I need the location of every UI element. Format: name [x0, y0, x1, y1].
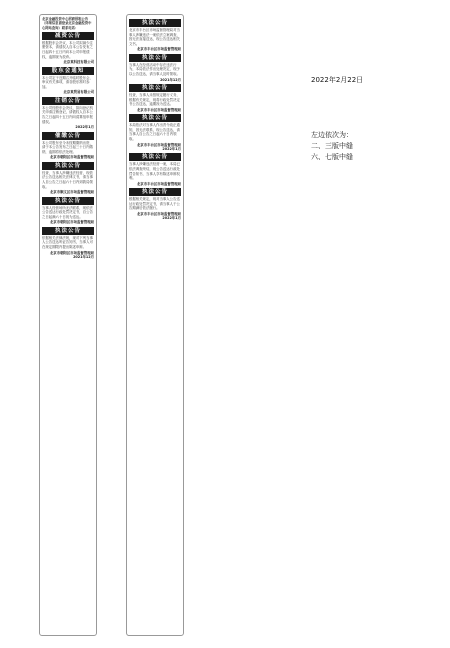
notice-title: 注销公告 — [42, 97, 94, 105]
notice-item — [42, 162, 94, 195]
note-line: 六、七版中缝 — [311, 153, 353, 161]
notice-title: 催缴公告 — [42, 132, 94, 140]
notice-item — [42, 67, 94, 95]
column-header-text: 北京金融投资中心招商招租公告（详细信息请登录北京金融投资中心网站查询）联系电话： — [42, 17, 92, 30]
notice-signature: 北京市丰台区市场监督管理局 — [136, 107, 181, 112]
notice-title: 股东会通知 — [42, 67, 94, 75]
notice-title: 执法公告 — [129, 114, 181, 122]
note-line: 二、三版中缝 — [311, 142, 353, 150]
notice-body: 经查，当事人涉嫌违法经营，现依法公告送达相关法律文书，请当事人自公告之日起六十日内到我局领取。 — [42, 170, 93, 189]
notice-signature: 北京市顺义区市场监督管理局 — [49, 190, 94, 195]
notice-body: 本局依法对当事人作出责令改正通知，因无法联系，现公告送达，请当事人自公告之日起六十日内领取。 — [129, 123, 180, 141]
notice-title: 执法公告 — [129, 84, 181, 92]
note-line: 左边依次为： — [311, 131, 353, 139]
notice-title: 执法公告 — [129, 54, 181, 62]
notice-title: 执法公告 — [129, 153, 181, 161]
notice-body: 北京市丰台区市场监督管理局对当事人涉嫌违法一案依法立案调查，因无法直接送达，现公告送达相关文书。 — [129, 28, 180, 46]
notice-signature: 北京市朝阳区市场监督管理局 — [49, 155, 94, 160]
notice-signature: 北京市丰台区市场监督管理局 — [136, 181, 181, 186]
notice-body: 本公司股东至今未按期缴纳出资，请于本公告发布之日起三十日内缴纳，逾期将依法处理。 — [42, 140, 93, 154]
document-date: 2022年2月22日 — [311, 76, 364, 84]
notice-body: 当事人经营场所无法联系，现依法公告送达行政处罚决定书，自公告之日起满六十日视为送达。 — [42, 205, 93, 219]
notice-body: 本公司经股东会决议，拟向登记机关申请注销登记，请债权人自本公告之日起四十五日内向清算组申报债权。 — [42, 105, 93, 124]
notice-title: 执法公告 — [42, 227, 94, 235]
notice-signature: 2021年12月 — [160, 77, 181, 82]
notice-title: 执法公告 — [129, 19, 181, 27]
notice-title: 减资公告 — [42, 32, 94, 40]
notice-signature: 北京某科技有限公司 — [63, 60, 94, 65]
notice-title: 执法公告 — [42, 162, 94, 170]
notice-title: 执法公告 — [129, 188, 181, 196]
newspaper-column-right — [126, 14, 184, 636]
notice-item — [42, 197, 94, 225]
notice-item — [129, 84, 181, 112]
notice-title: 执法公告 — [42, 197, 94, 205]
notice-signature: 北京市丰台区市场监督管理局 2022年1月 — [136, 211, 181, 221]
notice-list — [42, 32, 94, 260]
notice-item — [129, 153, 181, 186]
notice-body: 根据股东会决议，本公司拟减少注册资本，请债权人自本公告发布之日起四十五日内向本公司申报债权，逾期视为放弃。 — [42, 40, 93, 59]
newspaper-column-left — [39, 14, 97, 636]
notice-body: 当事人在经营活动中存在违法行为，本局依法作出处理决定，现予以公告送达，请当事人及时领取。 — [129, 62, 180, 76]
notice-item — [42, 132, 94, 160]
notice-signature: 北京市朝阳区市场监督管理局 — [49, 220, 94, 225]
notice-item — [42, 32, 94, 65]
notice-body: 依据相关法律法规，现对下列当事人公告送达听证告知书，当事人可在规定期限内提出陈述申辩。 — [42, 235, 93, 249]
notice-signature: 北京市丰台区市场监督管理局 — [136, 47, 181, 52]
notice-list — [129, 19, 181, 221]
notice-item — [129, 19, 181, 52]
notice-signature: 北京市朝阳区市场监督管理局 2021年12月 — [49, 250, 94, 259]
notice-body: 当事人涉嫌违法经营一案，本局已依法调查终结，现公告送达行政处罚告知书，当事人享有陈述申辩权利。 — [129, 162, 180, 181]
notice-item — [42, 97, 94, 130]
notice-signature: 2022年1月 — [75, 125, 94, 130]
notice-signature: 北京市丰台区市场监督管理局 2022年1月 — [136, 142, 181, 151]
notice-body: 根据相关规定，现对当事人公告送达行政处罚决定书，请当事人于公告期满后依法履行。 — [129, 197, 180, 211]
notice-body: 本公司定于近期召开临时股东会，审议有关事项，请各股东准时参加。 — [42, 75, 93, 89]
notice-item — [129, 54, 181, 82]
notice-signature: 北京某贸易有限公司 — [63, 90, 94, 95]
notice-item — [42, 227, 94, 260]
notice-item — [129, 188, 181, 221]
layout-note — [311, 130, 353, 163]
notice-body: 经查，当事人未按规定履行义务，根据有关规定，现将行政处罚决定书公告送达，逾期视为送达。 — [129, 92, 180, 107]
notice-item — [129, 114, 181, 151]
